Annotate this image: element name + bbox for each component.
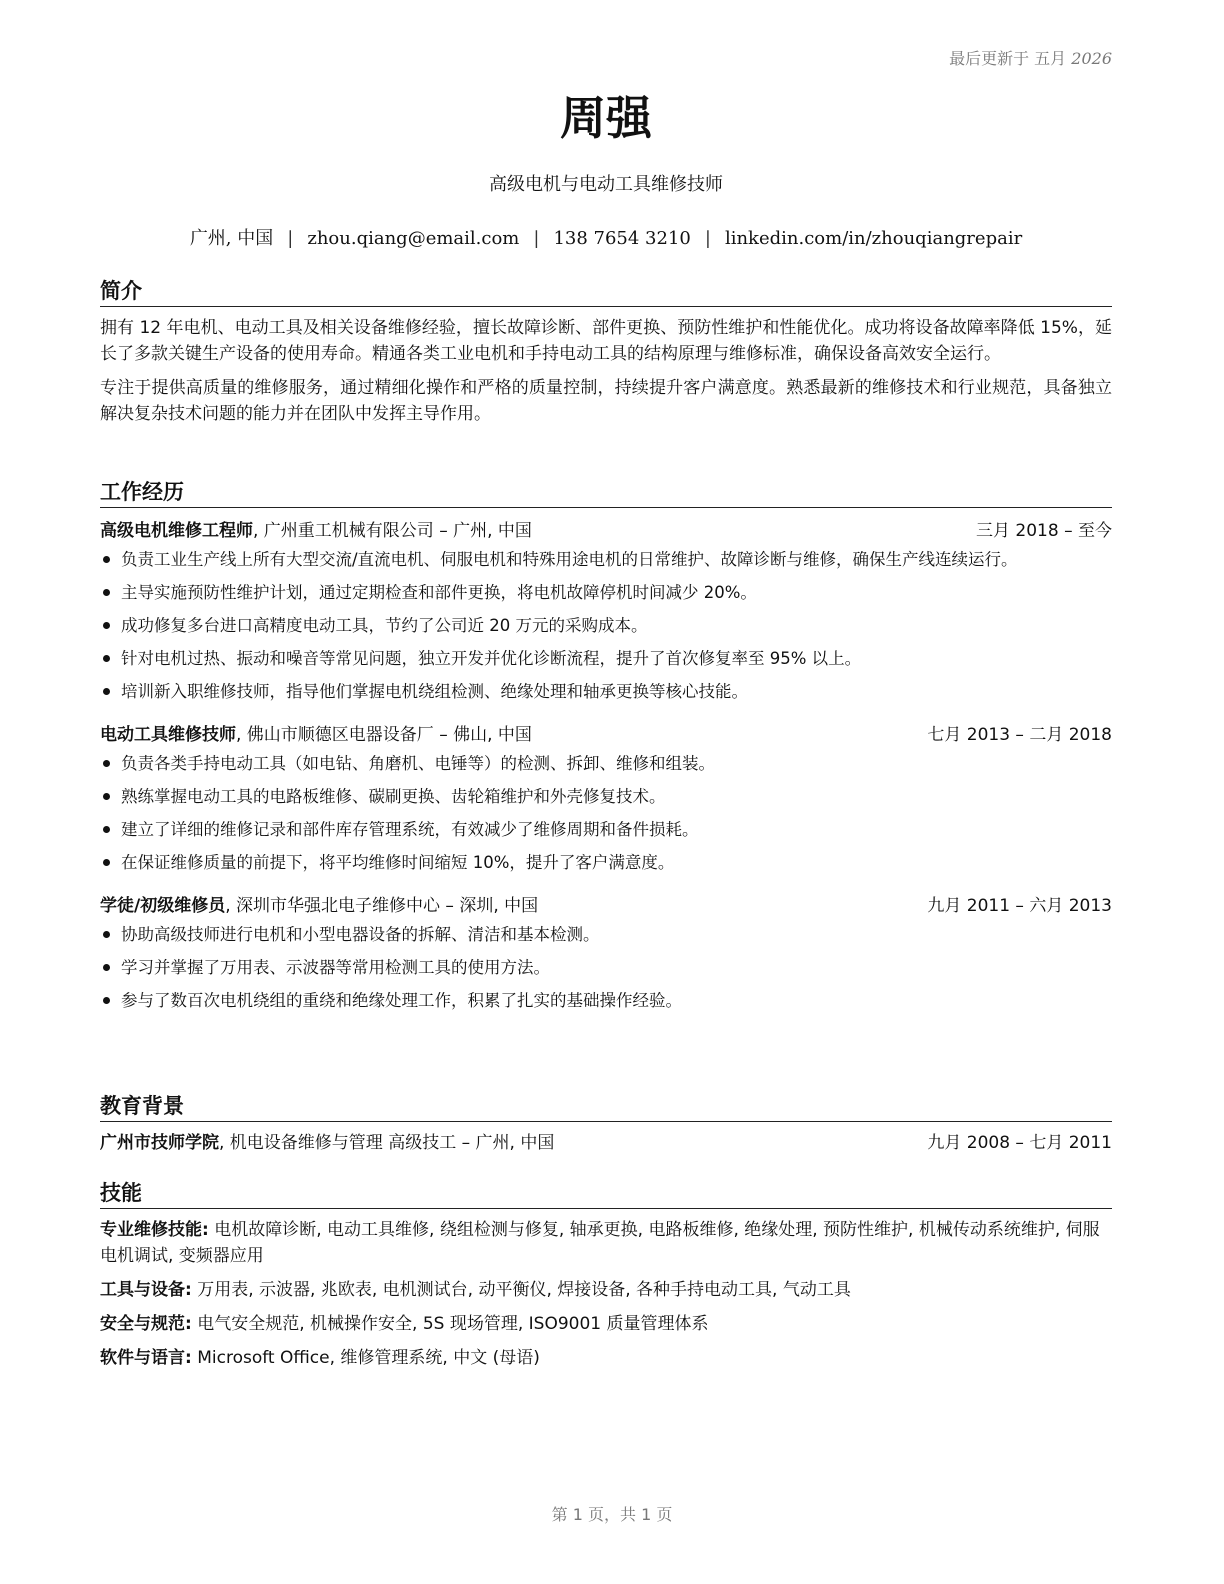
job-bullet: 培训新入职维修技师，指导他们掌握电机绕组检测、绝缘处理和轴承更换等核心技能。 [100,679,1112,704]
education-detail: , 机电设备维修与管理 高级技工 – 广州, 中国 [219,1133,555,1153]
page-footer: 第 1 页，共 1 页 [551,1505,673,1524]
job-date: 七月 2013 – 二月 2018 [927,725,1112,745]
job-bullets [100,751,1112,875]
job-header [100,518,1112,544]
job-bullet: 负责各类手持电动工具（如电钻、角磨机、电锤等）的检测、拆卸、维修和组装。 [100,751,1112,776]
job-org: , 广州重工机械有限公司 – 广州, 中国 [253,521,532,541]
job-date: 三月 2018 – 至今 [976,521,1112,541]
job-entry [100,722,1112,875]
skill-line [100,1217,1112,1269]
job-date: 九月 2011 – 六月 2013 [927,896,1112,916]
job-header [100,722,1112,748]
job-bullet: 学习并掌握了万用表、示波器等常用检测工具的使用方法。 [100,955,1112,980]
job-title: 高级电机维修工程师 [100,521,253,541]
job-org: , 深圳市华强北电子维修中心 – 深圳, 中国 [225,896,539,916]
job-org: , 佛山市顺德区电器设备厂 – 佛山, 中国 [236,725,532,745]
job-bullet: 负责工业生产线上所有大型交流/直流电机、伺服电机和特殊用途电机的日常维护、故障诊断与维修，确保生产线连续运行。 [100,547,1112,572]
education-school: 广州市技师学院 [100,1133,219,1153]
job-title: 学徒/初级维修员 [100,896,226,916]
job-bullet: 协助高级技师进行电机和小型电器设备的拆解、清洁和基本检测。 [100,922,1112,947]
experience-section [100,478,1112,1021]
job-bullets [100,547,1112,704]
job-entry [100,518,1112,704]
job-entry [100,893,1112,1013]
last-updated [949,46,1112,69]
job-bullet: 针对电机过热、振动和噪音等常见问题，独立开发并优化诊断流程，提升了首次修复率至 95% 以上。 [100,646,1112,671]
contact-location: 广州, 中国 [189,228,274,249]
job-bullet: 主导实施预防性维护计划，通过定期检查和部件更换，将电机故障停机时间减少 20%。 [100,580,1112,605]
contact-separator: | [287,228,294,249]
job-title: 电动工具维修技师 [100,725,236,745]
last-updated-label: 最后更新于 五月 [949,49,1067,68]
skill-label: 安全与规范: [100,1314,192,1334]
skill-label: 工具与设备: [100,1280,192,1300]
job-bullet: 参与了数百次电机绕组的重绕和绝缘处理工作，积累了扎实的基础操作经验。 [100,988,1112,1013]
job-bullet: 成功修复多台进口高精度电动工具，节约了公司近 20 万元的采购成本。 [100,613,1112,638]
candidate-name: 周强 [560,91,652,145]
contact-separator: | [704,228,711,249]
skill-label: 专业维修技能: [100,1220,209,1240]
contact-linkedin[interactable]: linkedin.com/in/zhouqiangrepair [724,228,1023,249]
section-title-summary: 简介 [100,277,1112,307]
job-bullet: 在保证维修质量的前提下，将平均维修时间缩短 10%，提升了客户满意度。 [100,850,1112,875]
summary-section [100,277,1112,427]
job-bullets [100,922,1112,1013]
education-date: 九月 2008 – 七月 2011 [927,1133,1112,1153]
contact-separator: | [533,228,540,249]
section-title-education: 教育背景 [100,1092,1112,1122]
skill-value: 电机故障诊断, 电动工具维修, 绕组检测与修复, 轴承更换, 电路板维修, 绝缘处理, 预防性维护, 机械传动系统维护, 伺服电机调试, 变频器应用 [100,1220,1100,1266]
skill-value: Microsoft Office, 维修管理系统, 中文 (母语) [191,1348,540,1368]
section-title-skills: 技能 [100,1179,1112,1209]
job-bullet: 熟练掌握电动工具的电路板维修、碳刷更换、齿轮箱维护和外壳修复技术。 [100,784,1112,809]
candidate-headline: 高级电机与电动工具维修技师 [489,174,723,195]
job-bullet: 建立了详细的维修记录和部件库存管理系统，有效减少了维修周期和备件损耗。 [100,817,1112,842]
job-header [100,893,1112,919]
summary-paragraph: 拥有 12 年电机、电动工具及相关设备维修经验，擅长故障诊断、部件更换、预防性维护和性能优化。成功将设备故障率降低 15%，延长了多款关键生产设备的使用寿命。精通各类工业电机和手持电动工具的结构原理与维修标准，确保设备高效安全运行。 [100,318,1112,364]
skill-line [100,1345,1112,1371]
skill-value: 万用表, 示波器, 兆欧表, 电机测试台, 动平衡仪, 焊接设备, 各种手持电动工具, 气动工具 [191,1280,851,1300]
summary-paragraph: 专注于提供高质量的维修服务，通过精细化操作和严格的质量控制，持续提升客户满意度。熟悉最新的维修技术和行业规范，具备独立解决复杂技术问题的能力并在团队中发挥主导作用。 [100,378,1112,424]
skill-line [100,1277,1112,1303]
contact-email[interactable]: zhou.qiang@email.com [307,228,520,249]
skill-line [100,1311,1112,1337]
contact-phone[interactable]: 138 7654 3210 [553,228,691,249]
resume-page [100,0,1112,1584]
last-updated-year: 2026 [1071,49,1112,68]
skill-label: 软件与语言: [100,1348,192,1368]
skills-section [100,1179,1112,1371]
contact-line [100,224,1112,250]
education-section [100,1092,1112,1156]
education-entry [100,1130,1112,1156]
skill-value: 电气安全规范, 机械操作安全, 5S 现场管理, ISO9001 质量管理体系 [191,1314,709,1334]
section-title-experience: 工作经历 [100,478,1112,508]
